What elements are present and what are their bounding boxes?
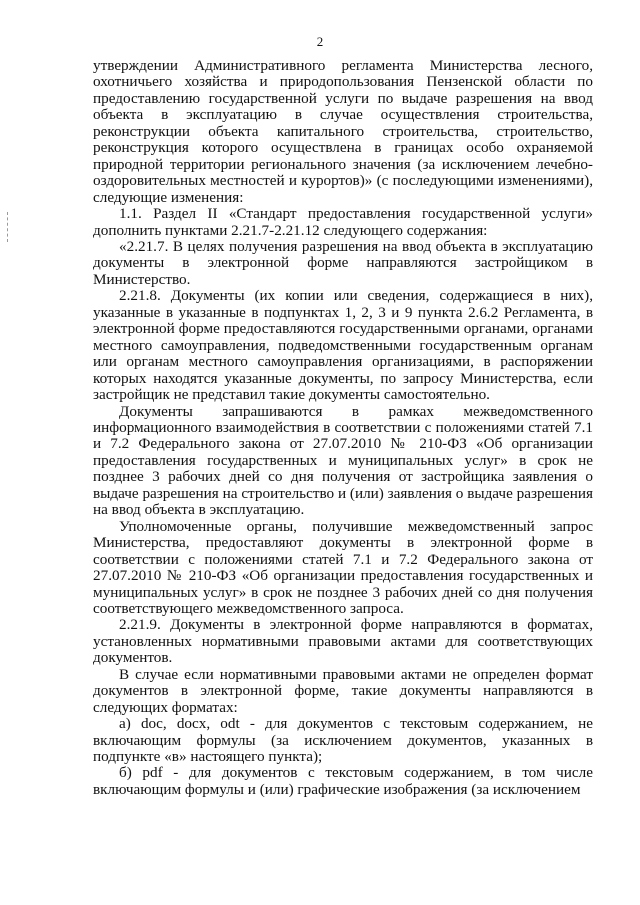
paragraph-format-not-defined: В случае если нормативными правовыми актами не определен формат документов в электронной форме, такие документы направляются в следующих форматах: xyxy=(93,665,593,716)
paragraph-2-21-9: 2.21.9. Документы в электронной форме направляются в форматах, установленных нормативными правовыми актами для соответствующих документов. xyxy=(93,616,593,667)
list-item-a: а) doc, docx, odt - для документов с текстовым содержанием, не включающим формулы (за исключением документов, указанных в подпункте «в» настоящего пункта); xyxy=(93,715,593,766)
document-body xyxy=(93,58,593,798)
paragraph-2-21-8: 2.21.8. Документы (их копии или сведения, содержащиеся в них), указанные в указанные в подпунктах 1, 2, 3 и 9 пункта 2.6.2 Регламента, в электронной форме предоставляются государственными органами, органами местного самоуправления, подведомственными государственным органам или органам местного самоуправления организациями, в распоряжении которых находятся указанные документы, по запросу Министерства, если застройщик не представил такие документы самостоятельно. xyxy=(93,287,593,404)
page-number: 2 xyxy=(316,34,324,49)
list-item-b: б) pdf - для документов с текстовым содержанием, в том числе включающим формулы и (или) графические изображения (за исключением xyxy=(93,764,593,798)
paragraph-documents-requested: Документы запрашиваются в рамках межведомственного информационного взаимодействия в соответствии с положениями статей 7.1 и 7.2 Федерального закона от 27.07.2010 № 210-ФЗ «Об организации предоставления государственных и муниципальных услуг» в срок не позднее 3 рабочих дней со дня получения от застройщика заявления о выдаче разрешения на строительство и (или) заявления о выдаче разрешения на ввод объекта в эксплуатацию. xyxy=(93,402,593,519)
paragraph-intro-continuation: утверждении Административного регламента Министерства лесного, охотничьего хозяйства и природопользования Пензенской области по предоставлению государственной услуги по выдаче разрешения на ввод объекта в эксплуатацию в случае осуществления строительства, реконструкции объекта капитального строительства, строительство, реконструкция которого осуществлена в границах особо охраняемой природной территории регионального значения (за исключением лечебно-оздоровительных местностей и курортов)» (с последующими изменениями), следующие изменения: xyxy=(93,57,593,206)
paragraph-1-1: 1.1. Раздел II «Стандарт предоставления государственной услуги» дополнить пунктами 2.21.7-2.21.12 следующего содержания: xyxy=(93,205,593,239)
margin-scan-mark xyxy=(7,212,9,242)
paragraph-authorized-bodies: Уполномоченные органы, получившие межведомственный запрос Министерства, предоставляют документы в электронной форме в соответствии с положениями статей 7.1 и 7.2 Федерального закона от 27.07.2010 № 210-ФЗ «Об организации предоставления государственных и муниципальных услуг» в срок не позднее 3 рабочих дней со дня получения соответствующего межведомственного запроса. xyxy=(93,517,593,617)
paragraph-2-21-7: «2.21.7. В целях получения разрешения на ввод объекта в эксплуатацию документы в электронной форме направляются застройщиком в Министерство. xyxy=(93,237,593,288)
